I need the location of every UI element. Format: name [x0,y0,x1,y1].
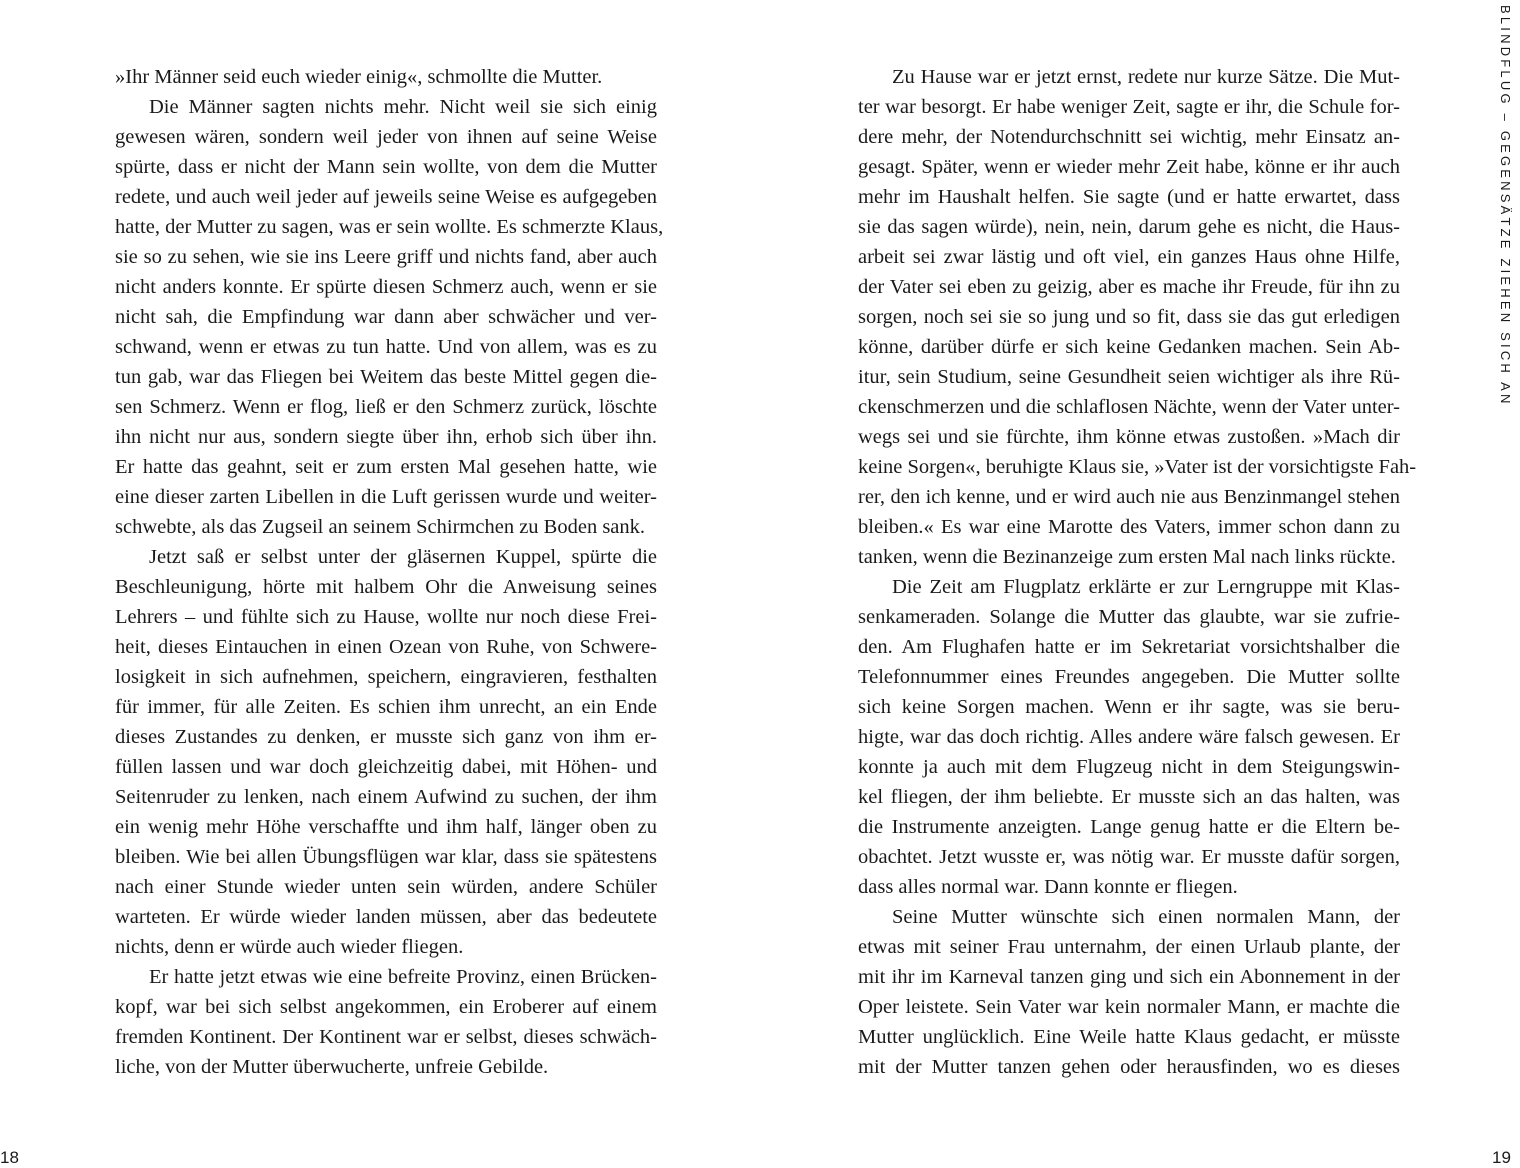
text-line: Zu Hause war er jetzt ernst, redete nur kurze Sätze. Die Mut- [892,66,1400,88]
text-line: dieses Zustandes zu denken, er musste sich ganz von ihm er- [115,726,657,748]
text-line: Seine Mutter wünschte sich einen normalen Mann, der [892,906,1400,928]
text-line: redete, und auch weil jeder auf jeweils seine Weise es aufgegeben [115,186,657,208]
text-line: Oper leistete. Sein Vater war kein normaler Mann, er machte die [858,996,1400,1018]
text-line: gewesen wären, sondern weil jeder von ihnen auf seine Weise [115,126,657,148]
text-line: eine dieser zarten Libellen in die Luft gerissen wurde und weiter- [115,486,657,508]
text-line: kopf, war bei sich selbst angekommen, ein Eroberer auf einem [115,996,657,1018]
text-line: rer, den ich kenne, und er wird auch nie aus Benzinmangel stehen [858,486,1400,508]
text-line: tun gab, war das Fliegen bei Weitem das beste Mittel gegen die- [115,366,657,388]
text-line: bleiben.« Es war eine Marotte des Vaters, immer schon dann zu [858,516,1400,538]
text-line: warteten. Er würde wieder landen müssen, aber das bedeutete [115,906,657,928]
text-line: obachtet. Jetzt wusste er, was nötig war. Er musste dafür sorgen, [858,846,1400,868]
text-line: nichts, denn er würde auch wieder fliegen. [115,936,464,958]
text-line: Mutter unglücklich. Eine Weile hatte Klaus gedacht, er müsste [858,1026,1400,1048]
text-line: sen Schmerz. Wenn er flog, ließ er den Schmerz zurück, löschte [115,396,657,418]
text-line: heit, dieses Eintauchen in einen Ozean von Ruhe, von Schwere- [115,636,657,658]
text-line: spürte, dass er nicht der Mann sein wollte, von dem die Mutter [115,156,657,178]
text-line: den. Am Flughafen hatte er im Sekretariat vorsichtshalber die [858,636,1400,658]
text-line: wegs sei und sie fürchte, ihm könne etwas zustoßen. »Mach dir [858,426,1400,448]
text-line: könne, darüber dürfe er sich keine Gedanken machen. Sein Ab- [858,336,1400,358]
text-line: »Ihr Männer seid euch wieder einig«, schmollte die Mutter. [115,66,603,88]
text-line: sie das sagen würde), nein, nein, darum gehe es nicht, die Haus- [858,216,1400,238]
text-line: schwand, wenn er etwas zu tun hatte. Und von allem, was es zu [115,336,657,358]
text-line: ihn nicht nur aus, sondern siegte über ihn, erhob sich über ihn. [115,426,657,448]
text-line: tanken, wenn die Bezinanzeige zum ersten Mal nach links rückte. [858,546,1396,568]
right-page-text [858,62,1417,1082]
text-line: ckenschmerzen und die schlaflosen Nächte, wenn der Vater unter- [858,396,1400,418]
text-line: für immer, für alle Zeiten. Es schien ihm unrecht, an ein Ende [115,696,657,718]
text-line: konnte ja auch mit dem Flugzeug nicht in dem Steigungswin- [858,756,1400,778]
text-line: füllen lassen und war doch gleichzeitig dabei, mit Höhen- und [115,756,657,778]
text-line: Die Männer sagten nichts mehr. Nicht weil sie sich einig [149,96,657,118]
text-line: Die Zeit am Flugplatz erklärte er zur Lerngruppe mit Klas- [892,576,1400,598]
text-line: keine Sorgen«, beruhigte Klaus sie, »Vater ist der vorsichtigste Fah- [858,456,1417,478]
text-line: Jetzt saß er selbst unter der gläsernen Kuppel, spürte die [149,546,657,568]
text-line: ein wenig mehr Höhe verschaffte und ihm half, länger oben zu [115,816,657,838]
text-line: Er hatte jetzt etwas wie eine befreite Provinz, einen Brücken- [149,966,657,988]
text-line: schwebte, als das Zugseil an seinem Schirmchen zu Boden sank. [115,516,646,538]
text-line: sorgen, noch sei sie so jung und so fit, dass sie das gut erledigen [858,306,1400,328]
text-line: Lehrers – und fühlte sich zu Hause, wollte nur noch diese Frei- [115,606,657,628]
left-page-number: 18 [0,1148,19,1167]
text-line: senkameraden. Solange die Mutter das glaubte, war sie zufrie- [858,606,1400,628]
text-line: gesagt. Später, wenn er wieder mehr Zeit habe, könne er ihr auch [858,156,1400,178]
text-line: arbeit sei zwar lästig und oft viel, ein ganzes Haus ohne Hilfe, [858,246,1400,268]
text-line: itur, sein Studium, seine Gesundheit seien wichtiger als ihre Rü- [858,366,1400,388]
text-line: die Instrumente anzeigten. Lange genug hatte er die Eltern be- [858,816,1400,838]
text-line: kel fliegen, der ihm beliebte. Er musste sich an das halten, was [858,786,1400,808]
left-page-text [115,62,664,1082]
text-line: ter war besorgt. Er habe weniger Zeit, sagte er ihr, die Schule for- [858,96,1400,118]
text-line: bleiben. Wie bei allen Übungsflügen war klar, dass sie spätestens [115,846,657,868]
text-line: mit der Mutter tanzen gehen oder herausfinden, wo es dieses [858,1056,1400,1078]
text-line: mehr im Haushalt helfen. Sie sagte (und er hatte erwartet, dass [858,186,1400,208]
text-line: liche, von der Mutter überwucherte, unfreie Gebilde. [115,1056,549,1078]
text-line: nach einer Stunde wieder unten sein würden, andere Schüler [115,876,657,898]
text-line: dere mehr, der Notendurchschnitt sei wichtig, mehr Einsatz an- [858,126,1400,148]
text-line: Beschleunigung, hörte mit halbem Ohr die Anweisung seines [115,576,657,598]
text-line: fremden Kontinent. Der Kontinent war er selbst, dieses schwäch- [115,1026,657,1048]
text-line: Er hatte das geahnt, seit er zum ersten Mal gesehen hatte, wie [115,456,657,478]
text-line: hatte, der Mutter zu sagen, was er sein wollte. Es schmerzte Klaus, [115,216,664,238]
text-line: sich keine Sorgen machen. Wenn er ihr sagte, was sie beru- [858,696,1400,718]
text-line: nicht sah, die Empfindung war dann aber schwächer und ver- [115,306,657,328]
text-line: der Vater sei eben zu geizig, aber es mache ihr Freude, für ihn zu [858,276,1400,298]
running-head: BLINDFLUG – GEGENSÄTZE ZIEHEN SICH AN [1498,5,1513,407]
text-line: sie so zu sehen, wie sie ins Leere griff und nichts fand, aber auch [115,246,657,268]
text-line: losigkeit in sich aufnehmen, speichern, eingravieren, festhalten [115,666,657,688]
text-line: Telefonnummer eines Freundes angegeben. Die Mutter sollte [858,666,1400,688]
text-line: mit ihr im Karneval tanzen ging und sich ein Abonnement in der [858,966,1400,988]
text-line: higte, war das doch richtig. Alles andere wäre falsch gewesen. Er [858,726,1400,748]
text-line: dass alles normal war. Dann konnte er fliegen. [858,876,1238,898]
right-page-number: 19 [1492,1148,1511,1167]
text-line: Seitenruder zu lenken, nach einem Aufwind zu suchen, der ihm [115,786,657,808]
text-line: etwas mit seiner Frau unternahm, der einen Urlaub plante, der [858,936,1400,958]
text-line: nicht anders konnte. Er spürte diesen Schmerz auch, wenn er sie [115,276,657,298]
